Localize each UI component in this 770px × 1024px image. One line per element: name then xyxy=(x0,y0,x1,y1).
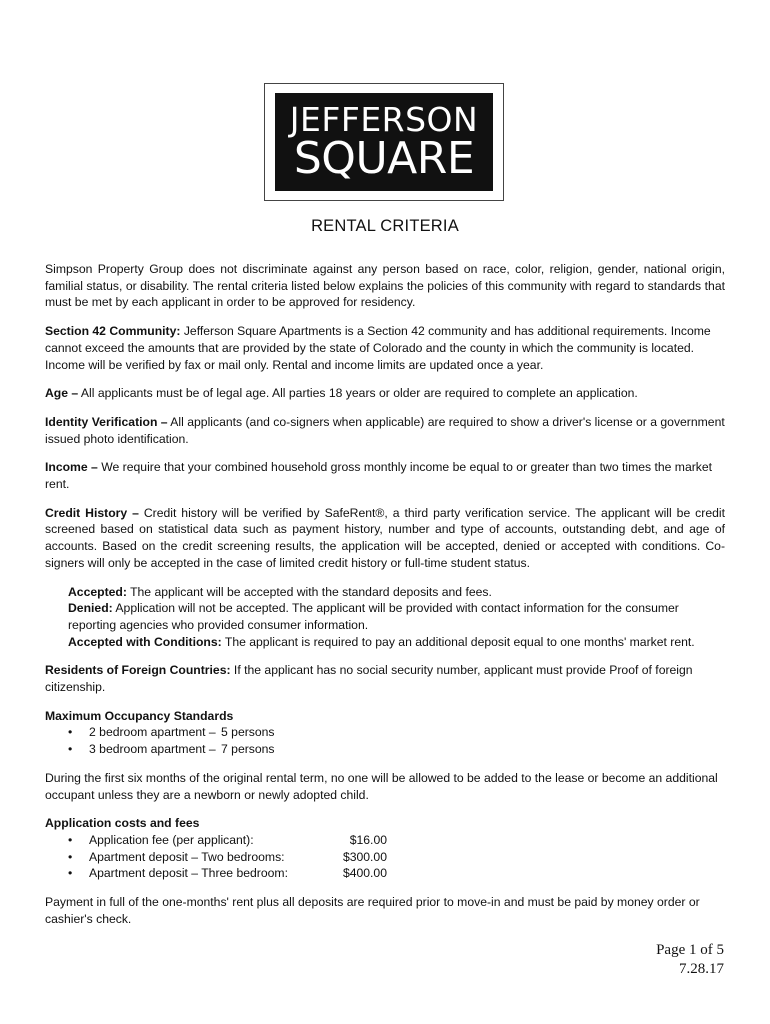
accepted-label: Accepted: xyxy=(68,584,127,599)
document-date: 7.28.17 xyxy=(679,961,724,977)
occupancy-label: 3 bedroom apartment – xyxy=(89,742,216,757)
occupancy-list xyxy=(45,724,725,757)
fee-label: Apartment deposit – Two bedrooms: xyxy=(89,849,285,864)
age-label: Age – xyxy=(45,386,79,401)
page-footer xyxy=(656,941,724,979)
fee-amount: $300.00 xyxy=(342,849,387,864)
outcome-conditions xyxy=(68,634,725,651)
fee-amount: $400.00 xyxy=(342,866,387,881)
document-body xyxy=(45,261,725,939)
occupancy-label: 2 bedroom apartment – xyxy=(89,725,216,740)
identity-text: All applicants (and co-signers when applicable) are required to show a driver's license or a government issued photo identification. xyxy=(45,414,725,446)
bullet-icon: • xyxy=(68,725,73,740)
list-item xyxy=(45,849,725,866)
logo-mark xyxy=(275,93,493,191)
age-paragraph xyxy=(45,385,725,402)
fee-amount: $16.00 xyxy=(349,832,387,847)
foreign-text: If the applicant has no social security number, applicant must provide Proof of foreign citizenship. xyxy=(45,663,693,695)
credit-text: Credit history will be verified by SafeRent®, a third party verification service. The applicant will be credit screened based on statistical data such as payment history, number and type of accounts, outstanding debt, and age of accounts. Based on the credit screening results, the application will be accepted, denied or accepted with conditions. Co-signers will only be accepted in the case of limited credit history or full-time student status. xyxy=(45,505,725,570)
logo xyxy=(264,83,504,201)
section42-label: Section 42 Community: xyxy=(45,324,181,339)
outcome-denied xyxy=(68,600,725,633)
occupancy-value: 7 persons xyxy=(221,742,275,757)
age-text: All applicants must be of legal age. All parties 18 years or older are required to complete an application. xyxy=(78,386,638,401)
fees-note: Payment in full of the one-months' rent plus all deposits are required prior to move-in and must be paid by money order or cashier's check. xyxy=(45,895,700,926)
outcome-accepted xyxy=(68,584,725,601)
bullet-icon: • xyxy=(68,866,73,881)
fee-label: Application fee (per applicant): xyxy=(89,832,254,847)
conditions-text: The applicant is required to pay an additional deposit equal to one months' market rent. xyxy=(221,634,695,649)
logo-line-1: JEFFERSON xyxy=(289,100,479,139)
credit-label: Credit History – xyxy=(45,505,139,520)
section42-text: Jefferson Square Apartments is a Section 42 community and has additional requirements. Income cannot exceed the amounts that are provided by the state of Colorado and the county in which the community is located. Income will be verified by fax or mail only. Rental and income limits are updated once a year. xyxy=(45,324,711,372)
list-item xyxy=(45,741,725,758)
document-title: RENTAL CRITERIA xyxy=(311,217,459,235)
page-number: Page 1 of 5 xyxy=(656,942,724,958)
bullet-icon: • xyxy=(68,849,73,864)
denied-text: Application will not be accepted. The applicant will be provided with contact information for the consumer reporting agencies who provided consumer information. xyxy=(68,601,679,632)
income-label: Income – xyxy=(45,460,98,475)
foreign-label: Residents of Foreign Countries: xyxy=(45,663,231,678)
bullet-icon: • xyxy=(68,742,73,757)
logo-line-2: SQUARE xyxy=(293,133,475,184)
bullet-icon: • xyxy=(68,832,73,847)
intro-paragraph: Simpson Property Group does not discriminate against any person based on race, color, religion, gender, national origin, familial status, or disability. The rental criteria listed below explains the policies of this community with regard to standards that must be met by each applicant in order to be approved for residency. xyxy=(45,262,725,310)
credit-outcomes xyxy=(68,584,725,651)
denied-label: Denied: xyxy=(68,601,113,616)
fee-label: Apartment deposit – Three bedroom: xyxy=(89,866,288,881)
occupancy-heading: Maximum Occupancy Standards xyxy=(45,708,234,723)
list-item xyxy=(45,865,725,882)
list-item xyxy=(45,832,725,849)
conditions-label: Accepted with Conditions: xyxy=(68,634,222,649)
income-paragraph xyxy=(45,459,725,492)
income-text: We require that your combined household gross monthly income be equal to or greater than two times the market rent. xyxy=(45,460,713,492)
foreign-paragraph xyxy=(45,662,725,695)
occupancy-note: During the first six months of the original rental term, no one will be allowed to be added to the lease or become an additional occupant unless they are a newborn or newly adopted child. xyxy=(45,770,718,802)
identity-label: Identity Verification – xyxy=(45,414,168,429)
list-item xyxy=(45,724,725,741)
credit-paragraph xyxy=(45,505,725,572)
accepted-text: The applicant will be accepted with the standard deposits and fees. xyxy=(126,584,492,599)
occupancy-value: 5 persons xyxy=(221,725,275,740)
fees-list xyxy=(45,832,725,882)
fees-heading: Application costs and fees xyxy=(45,816,200,831)
identity-paragraph xyxy=(45,414,725,447)
section42-paragraph xyxy=(45,323,725,373)
